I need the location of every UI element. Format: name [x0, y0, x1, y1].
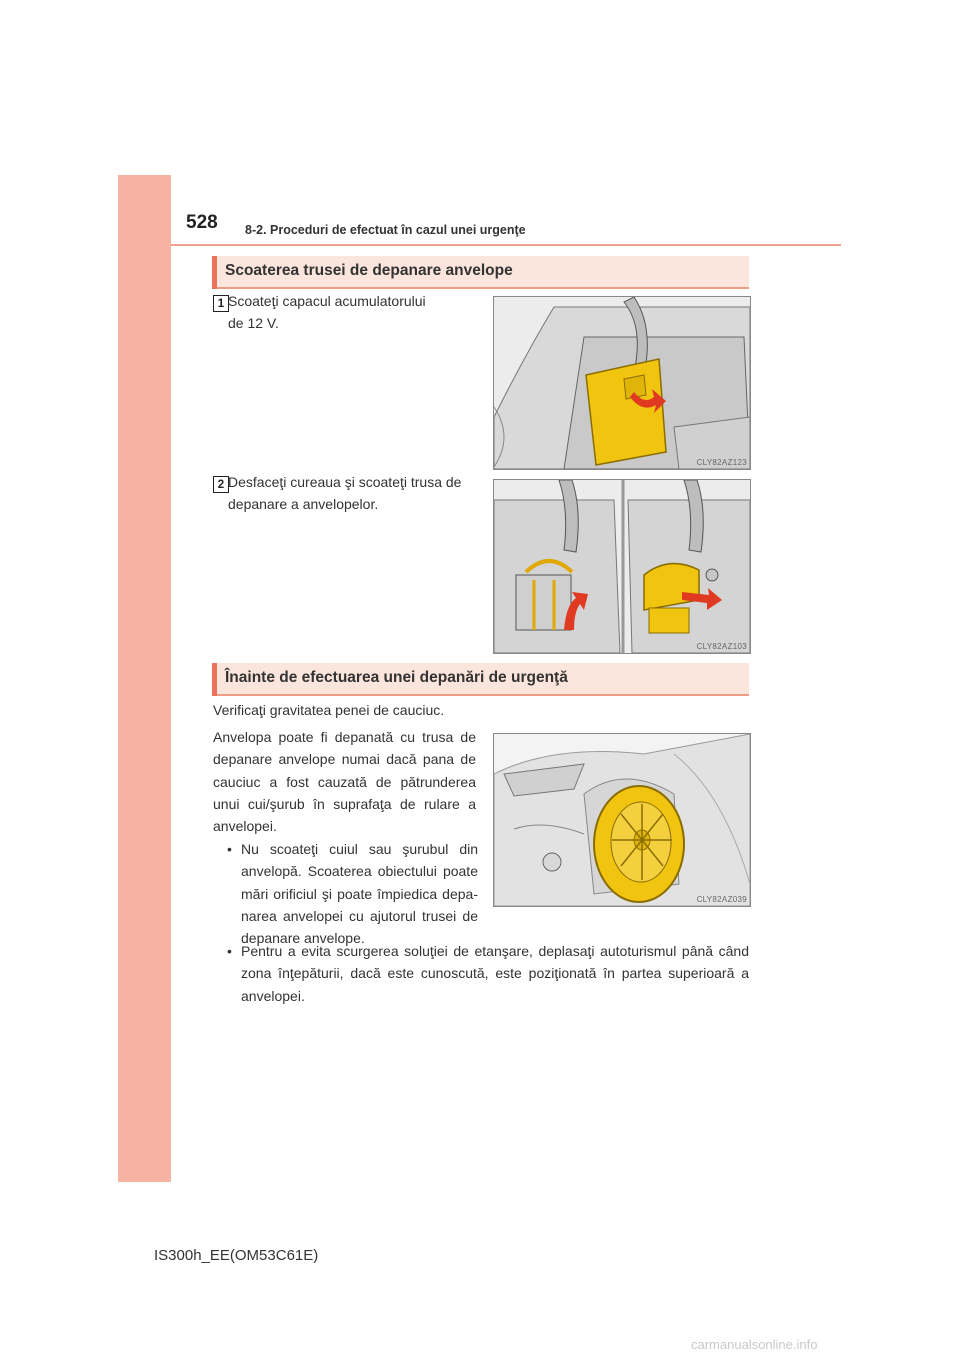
paragraph-repair-conditions [213, 726, 476, 837]
intro-text: Verificaţi gravitatea penei de cauciuc. [213, 702, 445, 718]
bullet-line: anvelopei. [241, 987, 305, 1004]
bullet-line: zona înţepăturii, dacă este cunoscută, este poziţionată în partea superioară a [241, 965, 749, 982]
paragraph-line: anvelopei. [213, 818, 277, 835]
bullet-marker: • [227, 943, 232, 959]
step-1-text [228, 290, 483, 335]
image-code: CLY82AZ039 [696, 895, 747, 904]
bullet-line: narea anvelopei cu ajutorul trusei de [241, 907, 478, 924]
section-title: 8-2. Proceduri de efectuat în cazul unei urgenţe [245, 223, 526, 237]
heading-before-repair-text: Înainte de efectuarea unei depanări de urgenţă [225, 669, 568, 686]
bullet-line: depanare anvelope. [241, 930, 365, 947]
heading-accent [212, 663, 217, 696]
header-divider [171, 244, 841, 246]
car-front-tire-drawing [494, 734, 750, 906]
footer-doc-id: IS300h_EE(OM53C61E) [154, 1247, 319, 1264]
trunk-battery-cover-drawing [494, 297, 750, 469]
paragraph-line: cauciuc a fost cauzată de pătrunderea [213, 773, 476, 790]
watermark[interactable]: carmanualsonline.info [691, 1337, 818, 1352]
step-1-number: 1 [213, 295, 229, 312]
paragraph-line: Anvelopa poate fi depanată cu trusa de [213, 729, 476, 745]
step-1-line: Scoateţi capacul acumulatorului [228, 293, 426, 309]
heading-accent [212, 256, 217, 289]
heading-before-repair [212, 663, 749, 696]
image-code: CLY82AZ123 [696, 458, 747, 467]
step-2-line: depanare a anvelopelor. [228, 496, 379, 513]
bullet-line: Nu scoateţi cuiul sau şurubul din [241, 841, 478, 857]
illustration-front-tire [493, 733, 751, 907]
bullet-do-not-remove [227, 838, 478, 949]
bullet-marker: • [227, 841, 232, 857]
step-2-text [228, 471, 488, 516]
page-number: 528 [186, 212, 218, 233]
paragraph-line: depanare anvelope numai dacă pana de [213, 751, 476, 768]
paragraph-line: unui cui/şurub în suprafaţa de rulare a [213, 795, 476, 812]
bullet-line: Pentru a evita scurgerea soluţiei de etanşare, deplasaţi autoturismul până când [241, 943, 749, 959]
step-1-line: de 12 V. [228, 315, 279, 332]
heading-remove-kit [212, 256, 749, 289]
illustration-battery-cover [493, 296, 751, 470]
trunk-repair-kit-drawing [494, 480, 750, 653]
image-code: CLY82AZ103 [696, 642, 747, 651]
heading-remove-kit-text: Scoaterea trusei de depanare anvelope [225, 262, 513, 279]
sidebar-tab [118, 175, 171, 1182]
step-2-number: 2 [213, 476, 229, 493]
step-2-line: Desfaceţi cureaua şi scoateţi trusa de [228, 474, 462, 490]
bullet-avoid-leak [227, 940, 749, 1007]
illustration-remove-kit [493, 479, 751, 654]
bullet-line: anvelopă. Scoaterea obiectului poate [241, 863, 478, 880]
bullet-line: mări orificiul şi poate împiedica depa- [241, 885, 478, 902]
